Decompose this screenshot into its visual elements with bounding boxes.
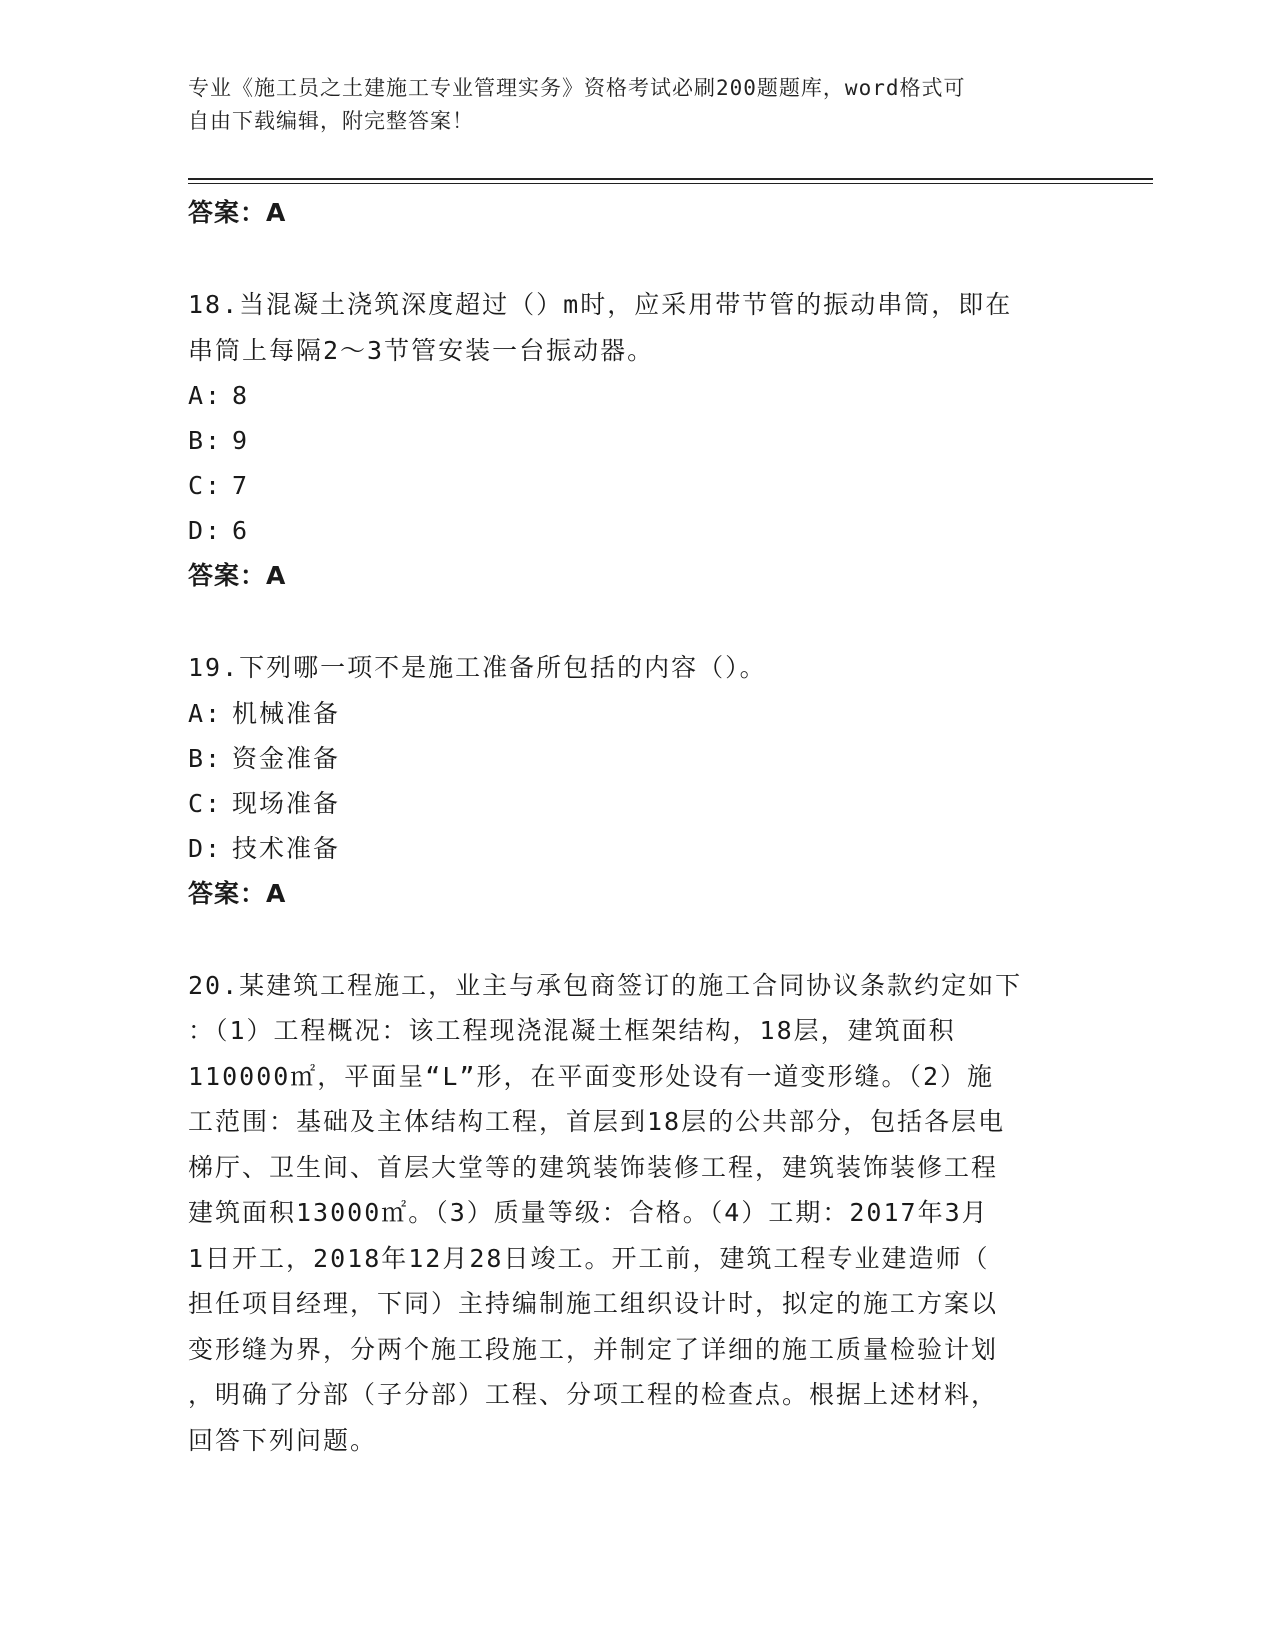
question-text: [188, 963, 1078, 1464]
option-key: A:: [188, 698, 223, 728]
question-line: 20.某建筑工程施工，业主与承包商签订的施工合同协议条款约定如下: [188, 970, 1023, 1000]
question-line: ，明确了分部（子分部）工程、分项工程的检查点。根据上述材料，: [188, 1380, 999, 1409]
option-key: B:: [188, 743, 223, 773]
spacer: [188, 599, 1078, 645]
question-line: 1日开工，2018年12月28日竣工。开工前，建筑工程专业建造师（: [188, 1243, 990, 1273]
option-value: 资金准备: [232, 743, 341, 773]
question-text: [188, 282, 1078, 373]
option-c: [188, 463, 1078, 508]
option-key: D:: [188, 516, 223, 545]
option-value: 6: [232, 516, 250, 545]
option-key: C:: [188, 788, 223, 818]
option-c: [188, 781, 1078, 826]
question-line: 回答下列问题。: [188, 1425, 378, 1455]
option-key: B:: [188, 426, 223, 455]
option-d: [188, 508, 1078, 553]
answer-previous: 答案：A: [188, 198, 287, 227]
question-text: [188, 645, 1078, 691]
option-value: 机械准备: [232, 698, 341, 728]
question-line: 串筒上每隔2～3节管安装一台振动器。: [188, 335, 655, 365]
question-18: [188, 282, 1078, 599]
option-b: [188, 418, 1078, 463]
header-line-1: 专业《施工员之土建施工专业管理实务》资格考试必刷200题题库，word格式可: [188, 76, 966, 100]
question-line: 变形缝为界，分两个施工段施工，并制定了详细的施工质量检验计划: [188, 1334, 999, 1364]
document-content: [188, 190, 1078, 1463]
answer: 答案：A: [188, 561, 287, 590]
question-line: 建筑面积13000㎡。（3）质量等级：合格。（4）工期：2017年3月: [188, 1198, 989, 1227]
question-line: ：（1）工程概况：该工程现浇混凝土框架结构，18层，建筑面积: [188, 1016, 956, 1045]
option-value: 7: [232, 471, 250, 500]
option-key: A:: [188, 381, 223, 410]
spacer: [188, 236, 1078, 282]
question-line: 梯厅、卫生间、首层大堂等的建筑装饰装修工程，建筑装饰装修工程: [188, 1152, 999, 1182]
option-value: 8: [232, 381, 250, 410]
option-a: [188, 373, 1078, 418]
option-d: [188, 826, 1078, 871]
answer: 答案：A: [188, 878, 287, 908]
header-rule-thick: [188, 178, 1153, 180]
question-line: 19.下列哪一项不是施工准备所包括的内容（）。: [188, 653, 767, 682]
question-line: 110000㎡，平面呈“L”形，在平面变形处设有一道变形缝。（2）施: [188, 1061, 995, 1091]
question-line: 工范围：基础及主体结构工程，首层到18层的公共部分，包括各层电: [188, 1107, 1006, 1136]
option-b: [188, 736, 1078, 781]
question-19: [188, 645, 1078, 917]
page-header: [188, 72, 1068, 138]
option-key: D:: [188, 833, 223, 863]
option-value: 9: [232, 426, 250, 455]
option-key: C:: [188, 471, 223, 500]
question-20: [188, 963, 1078, 1464]
header-rule-thin: [188, 183, 1153, 184]
spacer: [188, 917, 1078, 963]
header-line-2: 自由下载编辑，附完整答案！: [188, 109, 474, 133]
option-value: 现场准备: [232, 788, 341, 818]
option-a: [188, 691, 1078, 736]
option-value: 技术准备: [232, 833, 341, 863]
question-line: 18.当混凝土浇筑深度超过（）m时，应采用带节管的振动串筒，即在: [188, 290, 1013, 319]
question-line: 担任项目经理，下同）主持编制施工组织设计时，拟定的施工方案以: [188, 1289, 999, 1318]
